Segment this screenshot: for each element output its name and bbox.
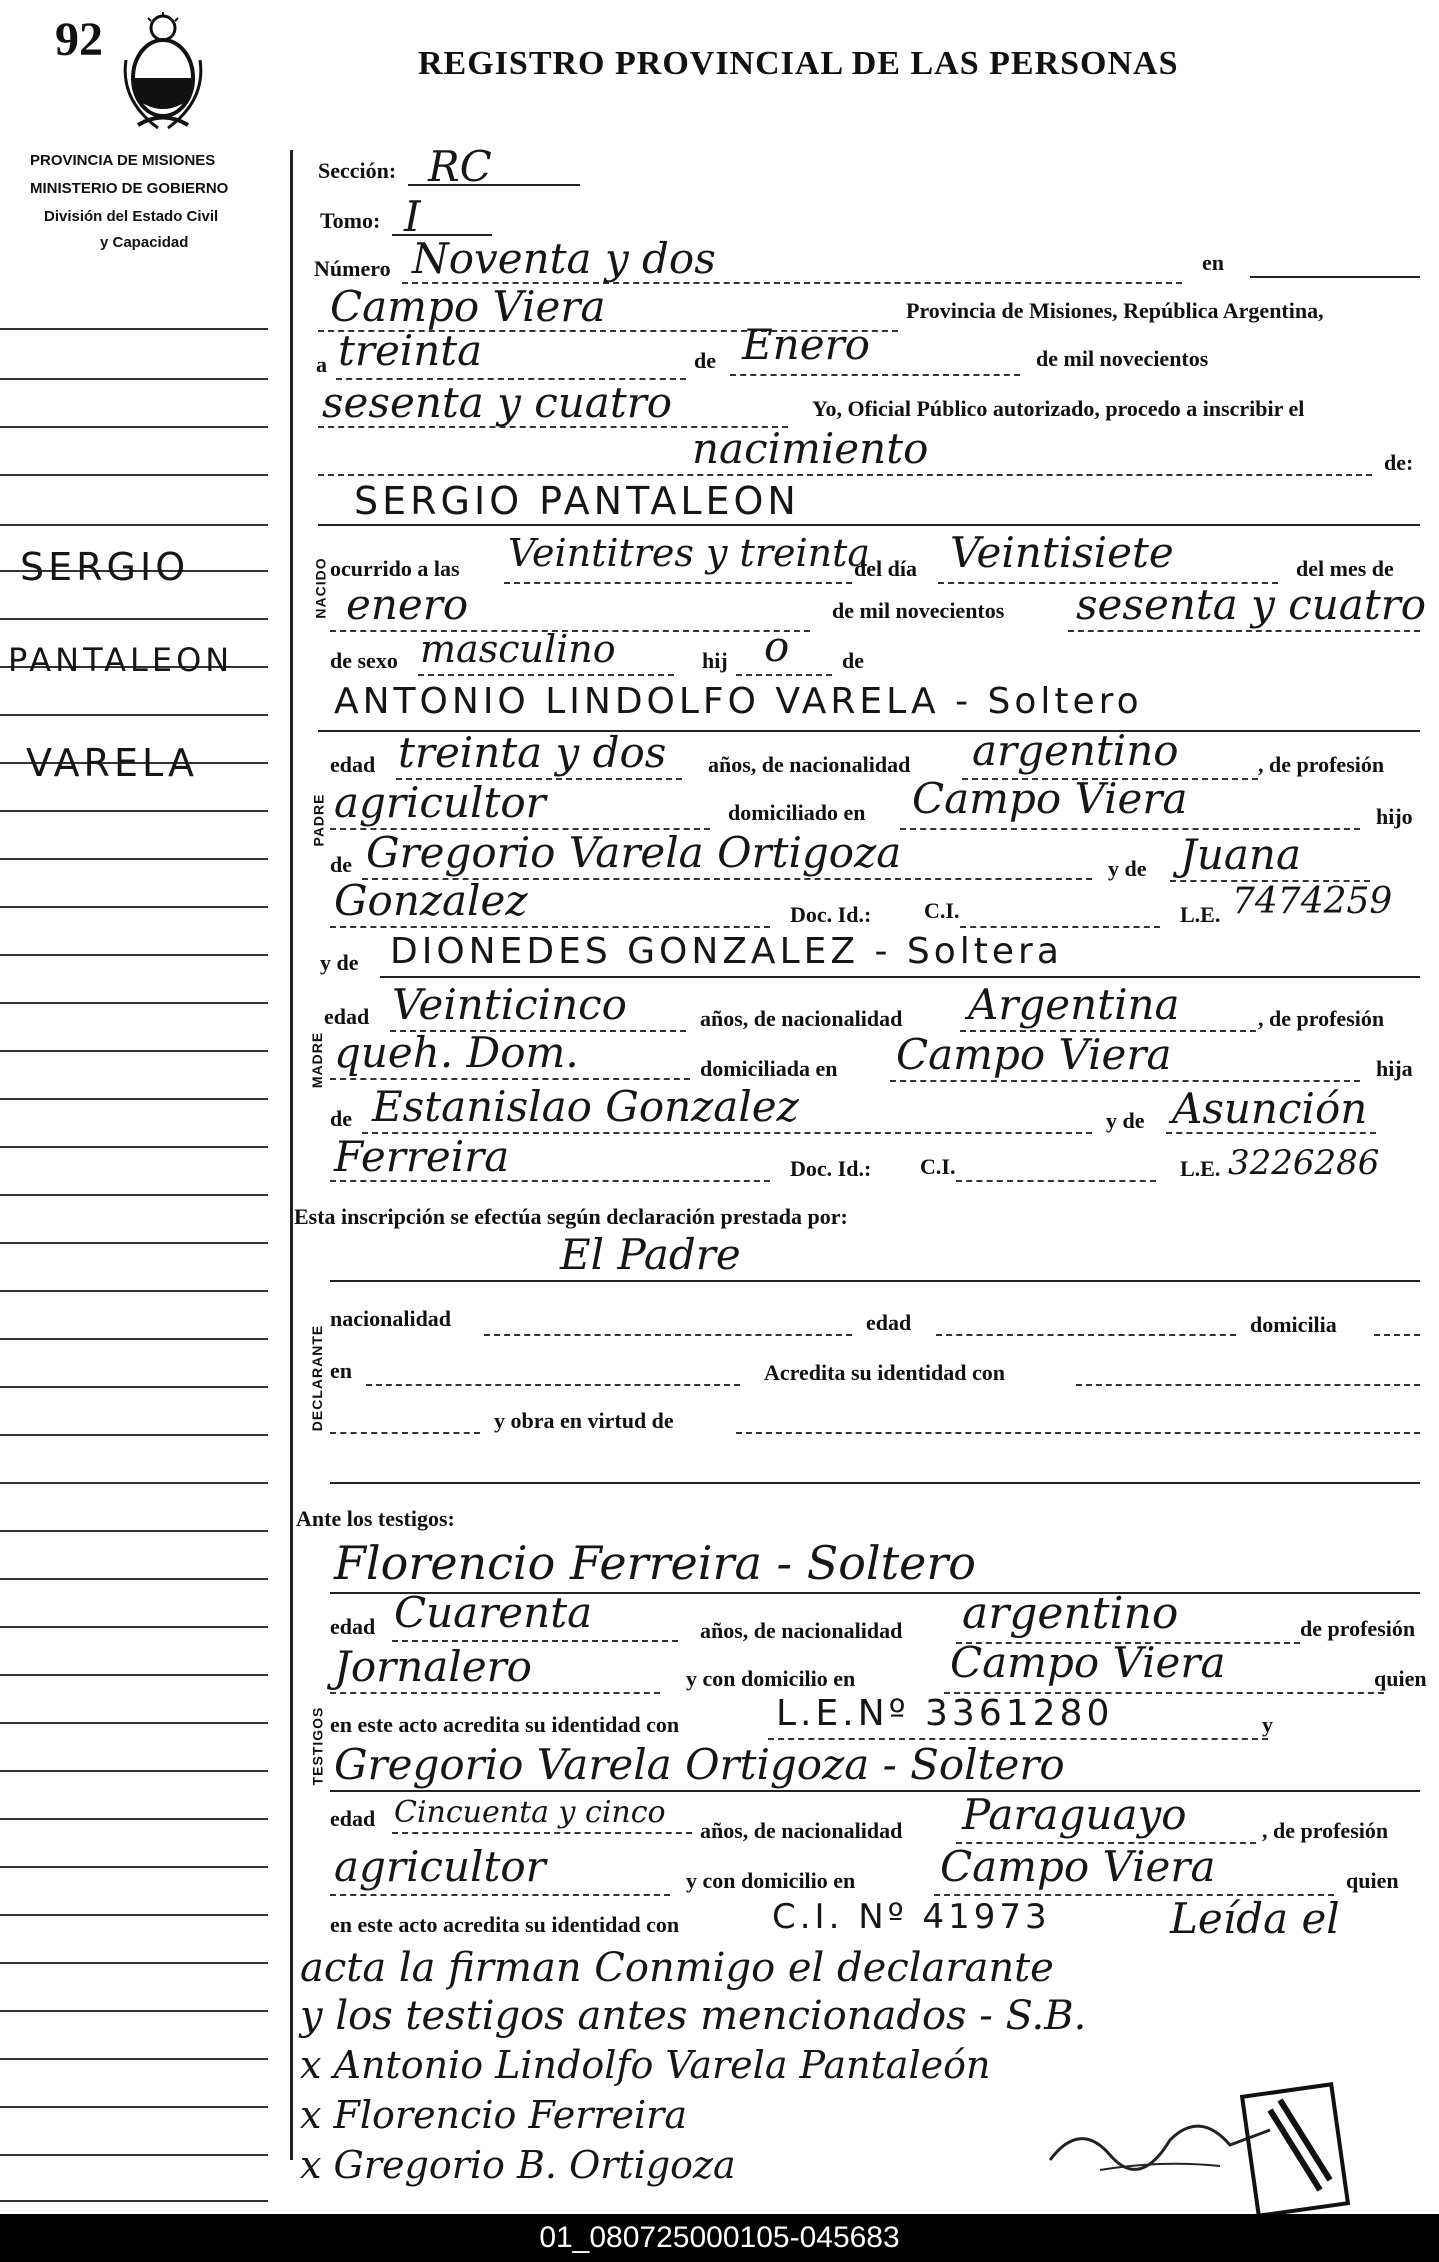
value-madre-le: 3226286 (1228, 1143, 1380, 1183)
label-de-sexo: de sexo (330, 648, 398, 673)
value-padre-y-de2: Gonzalez (334, 876, 528, 925)
value-madre-doc: C.I. (920, 1154, 956, 1179)
value-testigo1-nac: argentino (962, 1588, 1179, 1639)
value-anio-nac: sesenta y cuatro (1076, 580, 1427, 629)
margin-name-2: PANTALEON (8, 641, 234, 679)
label-le-madre: L.E. (1180, 1156, 1221, 1181)
label-dom-t2: y con domicilio en (686, 1868, 856, 1893)
value-madre-y-de2: Ferreira (334, 1132, 510, 1181)
label-del-mes: del mes de (1296, 556, 1394, 581)
value-leida-1: Leída el (1170, 1894, 1340, 1943)
form-border (290, 150, 293, 2160)
value-testigo2-prof: agricultor (334, 1842, 546, 1891)
value-padre-nac: argentino (972, 726, 1179, 775)
value-padre-edad: treinta y dos (398, 728, 667, 777)
label-de-padre-p: de (330, 852, 352, 877)
label-testigos: TESTIGOS (309, 1706, 326, 1786)
label-de-mes: de (694, 348, 716, 373)
label-nacido: NACIDO (312, 557, 329, 619)
label-quien-t2: quien (1346, 1868, 1399, 1893)
label-acredita: Acredita su identidad con (764, 1360, 1006, 1385)
value-nombre: SERGIO PANTALEON (354, 479, 800, 523)
label-doc-madre: Doc. Id.: (790, 1156, 872, 1181)
label-y-de-madre: y de (1106, 1108, 1145, 1133)
value-testigo2-doc: C.I. Nº 41973 (772, 1897, 1051, 1937)
label-anos-nac-madre: años, de nacionalidad (700, 1006, 903, 1031)
label-prof-padre: , de profesión (1258, 752, 1385, 777)
footer-id: 01_080725000105-045683 (0, 2214, 1439, 2262)
value-dia: treinta (338, 326, 483, 375)
value-numero: Noventa y dos (412, 234, 716, 283)
value-declarante: El Padre (560, 1230, 741, 1279)
value-madre-hija-de: Estanislao Gonzalez (372, 1082, 799, 1131)
label-numero: Número (314, 256, 391, 281)
value-madre-nombre: DIONEDES GONZALEZ - Soltera (390, 931, 1063, 972)
label-edad-padre: edad (330, 752, 376, 777)
official-stamp (1240, 2080, 1350, 2220)
value-padre-dom: Campo Viera (912, 774, 1188, 823)
margin-name-1: SERGIO (20, 545, 190, 589)
label-prof-t2: , de profesión (1262, 1818, 1389, 1843)
label-anos-nac-t1: años, de nacionalidad (700, 1618, 903, 1643)
value-padre-prof: agricultor (334, 778, 546, 827)
signature-3: x Gregorio B. Ortigoza (300, 2143, 736, 2187)
value-padre-nombre: ANTONIO LINDOLFO VARELA - Soltero (334, 681, 1143, 722)
label-y-de-madre-row: y de (320, 950, 359, 975)
value-testigo1-nombre: Florencio Ferreira - Soltero (334, 1536, 977, 1590)
label-hija: hija (1376, 1056, 1413, 1081)
label-y: y (1262, 1712, 1273, 1737)
value-madre-y-de: Asunción (1172, 1084, 1368, 1133)
value-padre-hijo-de: Gregorio Varela Ortigoza (366, 828, 902, 877)
value-madre-edad: Veinticinco (392, 980, 627, 1029)
agency-line-1: PROVINCIA DE MISIONES (30, 152, 216, 169)
value-testigo2-dom: Campo Viera (940, 1842, 1216, 1891)
label-edad-madre: edad (324, 1004, 370, 1029)
label-de-colon: de: (1384, 450, 1414, 475)
label-seccion: Sección: (318, 158, 397, 183)
label-del-dia: del día (854, 556, 917, 581)
label-anos-nac-t2: años, de nacionalidad (700, 1818, 903, 1843)
label-madre: MADRE (309, 1031, 326, 1089)
value-testigo2-nombre: Gregorio Varela Ortigoza - Soltero (334, 1740, 1065, 1789)
label-de-mil-2: de mil novecientos (832, 598, 1005, 623)
label-hij: hij (702, 648, 728, 673)
label-padre: PADRE (310, 793, 327, 847)
value-testigo2-nac: Paraguayo (962, 1790, 1187, 1839)
margin-name-3: VARELA (26, 741, 199, 785)
label-en-este-acto-t2: en este acto acredita su identidad con (330, 1912, 680, 1937)
signature-2: x Florencio Ferreira (300, 2093, 687, 2137)
label-prof-madre: , de profesión (1258, 1006, 1385, 1031)
label-domiciliado-padre: domiciliado en (728, 800, 866, 825)
value-tomo: I (404, 192, 421, 241)
value-leida-2: acta la firman Conmigo el declarante (300, 1945, 1054, 1991)
label-de-madre-p: de (330, 1106, 352, 1131)
value-mes: Enero (742, 320, 870, 369)
label-de-hij: de (842, 648, 864, 673)
label-hijo: hijo (1376, 804, 1413, 829)
value-padre-y-de: Juana (1180, 830, 1302, 879)
label-quien-t1: quien (1374, 1666, 1427, 1691)
value-anio: sesenta y cuatro (322, 378, 673, 427)
label-a: a (316, 352, 327, 377)
value-testigo1-prof: Jornalero (334, 1642, 532, 1691)
label-dom-t1: y con domicilio en (686, 1666, 856, 1691)
value-madre-nac: Argentina (968, 980, 1180, 1029)
label-de-mil: de mil novecientos (1036, 346, 1209, 371)
value-madre-prof: queh. Dom. (334, 1028, 579, 1077)
value-mes-nac: enero (346, 580, 469, 629)
value-testigo1-doc: L.E.Nº 3361280 (776, 1693, 1114, 1734)
value-padre-doc: C.I. (924, 898, 960, 923)
label-yo-oficial: Yo, Oficial Público autorizado, procedo a inscribir el (812, 396, 1305, 421)
label-obra: y obra en virtud de (494, 1408, 674, 1433)
label-en: en (1202, 250, 1224, 275)
label-edad-t2: edad (330, 1806, 376, 1831)
value-seccion: RC (428, 142, 492, 191)
agency-line-2: MINISTERIO DE GOBIERNO (30, 180, 229, 197)
agency-line-3: División del Estado Civil (44, 208, 219, 225)
value-testigo1-edad: Cuarenta (394, 1588, 593, 1637)
label-provincia: Provincia de Misiones, República Argentina, (906, 298, 1324, 323)
value-leida-3: y los testigos antes mencionados - S.B. (300, 1993, 1087, 2039)
page-number: 92 (55, 13, 103, 66)
value-padre-le: 7474259 (1232, 881, 1393, 922)
document-title: REGISTRO PROVINCIAL DE LAS PERSONAS (418, 45, 1179, 82)
label-nacionalidad-decl: nacionalidad (330, 1306, 452, 1331)
value-hij: o (764, 622, 790, 671)
value-madre-dom: Campo Viera (896, 1030, 1172, 1079)
label-le-padre: L.E. (1180, 902, 1221, 927)
value-sexo: masculino (420, 627, 616, 671)
value-dia-nac: Veintisiete (950, 528, 1174, 577)
signature-1: x Antonio Lindolfo Varela Pantaleón (300, 2043, 991, 2087)
agency-line-4: y Capacidad (100, 234, 189, 251)
label-en-este-acto-t1: en este acto acredita su identidad con (330, 1712, 680, 1737)
coat-of-arms-icon (118, 10, 208, 140)
label-edad-decl: edad (866, 1310, 912, 1335)
value-testigo1-dom: Campo Viera (950, 1638, 1226, 1687)
value-en: Campo Viera (330, 282, 606, 331)
label-en-decl: en (330, 1358, 352, 1383)
label-esta-inscripcion: Esta inscripción se efectúa según declaración prestada por: (294, 1204, 848, 1229)
label-ocurrido: ocurrido a las (330, 556, 460, 581)
label-doc-padre: Doc. Id.: (790, 902, 872, 927)
label-declarante: DECLARANTE (309, 1324, 326, 1432)
value-acto: nacimiento (692, 424, 929, 473)
label-edad-t1: edad (330, 1614, 376, 1639)
value-testigo2-edad: Cincuenta y cinco (394, 1795, 666, 1830)
label-domicilia: domicilia (1250, 1312, 1337, 1337)
label-anos-nac-padre: años, de nacionalidad (708, 752, 911, 777)
label-ante-testigos: Ante los testigos: (296, 1506, 455, 1531)
label-y-de-padre: y de (1108, 856, 1147, 881)
value-hora: Veintitres y treinta (508, 531, 871, 575)
label-prof-t1: de profesión (1300, 1616, 1416, 1641)
label-domiciliada-madre: domiciliada en (700, 1056, 838, 1081)
label-tomo: Tomo: (320, 208, 381, 233)
